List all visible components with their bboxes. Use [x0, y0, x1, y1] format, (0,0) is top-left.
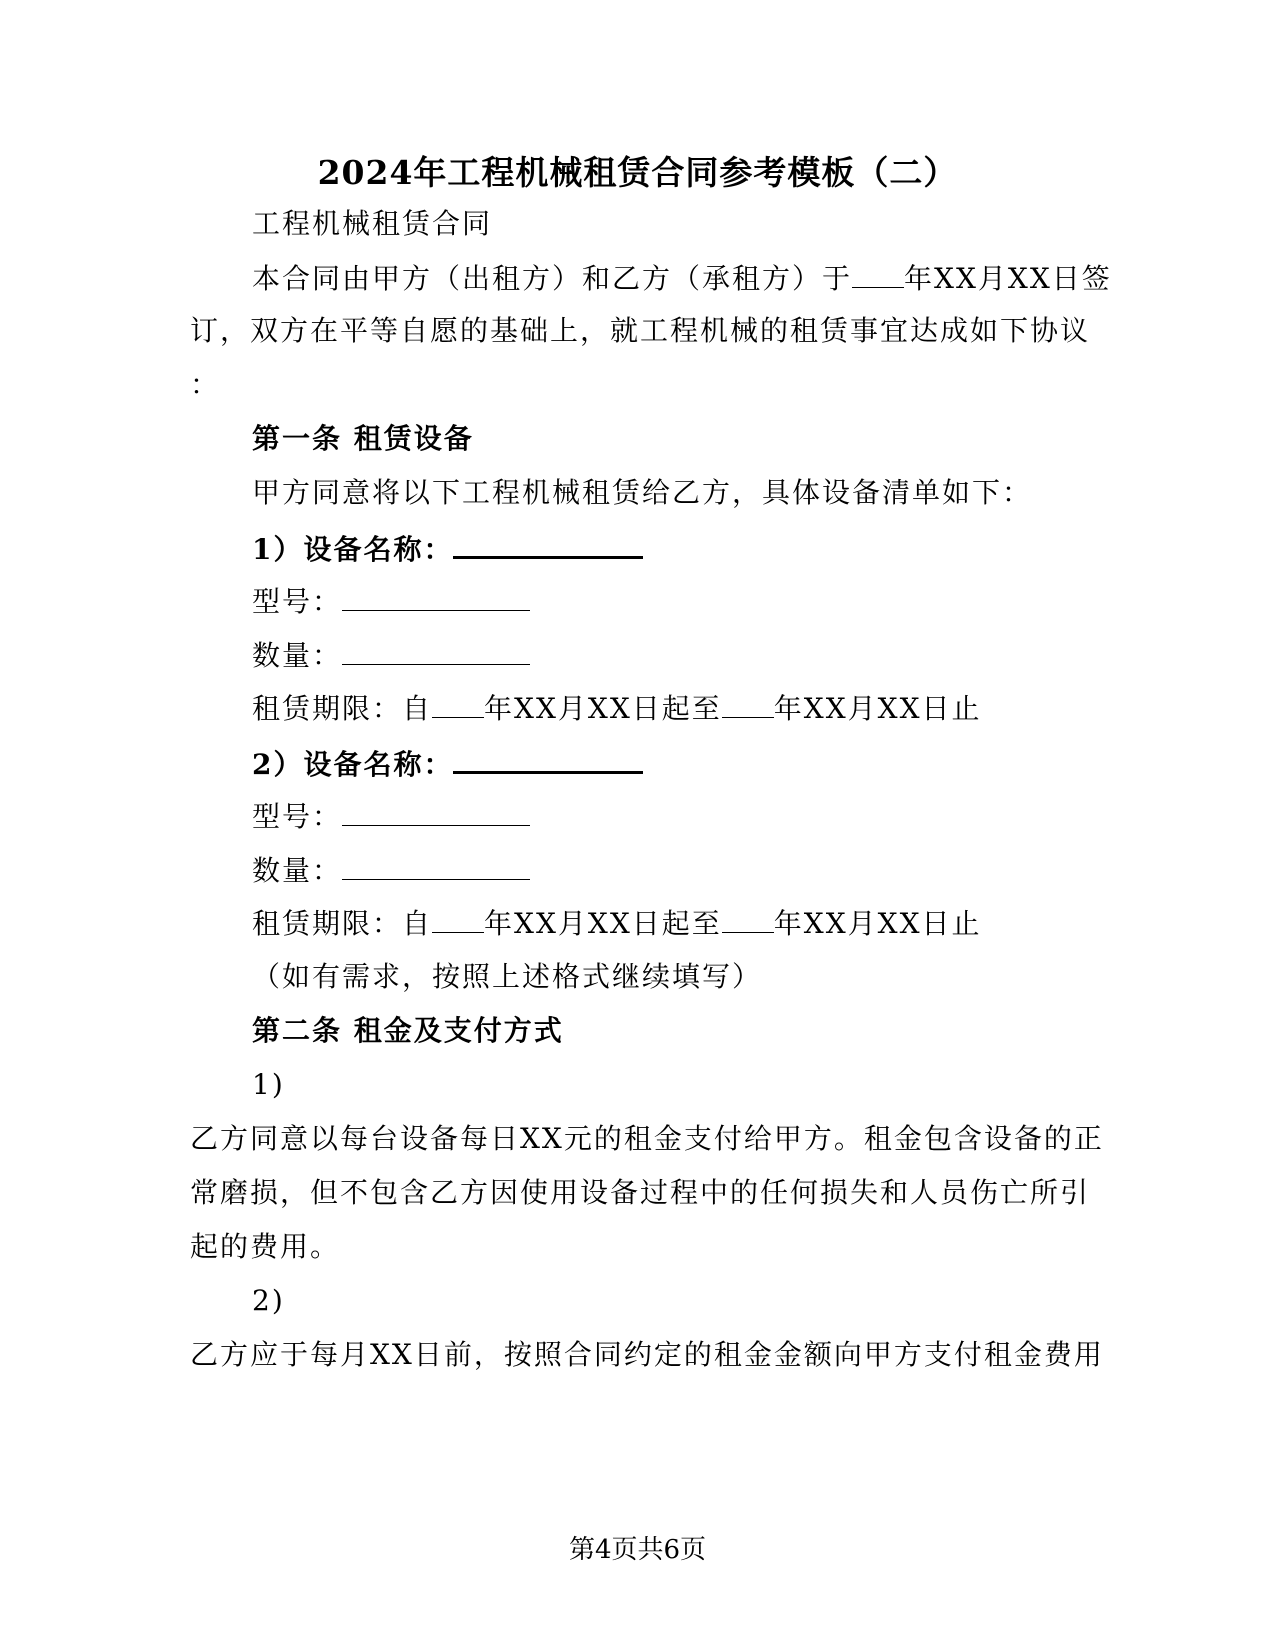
model-label: 型号：	[252, 800, 343, 833]
equipment-name-blank[interactable]	[453, 530, 643, 559]
period-text-c: 年XX月XX日止	[773, 907, 982, 940]
quantity-blank[interactable]	[342, 638, 530, 665]
clause-2-1-line-2: 常磨损，但不包含乙方因使用设备过程中的任何损失和人员伤亡所引	[190, 1176, 1091, 1209]
article-1-heading: 第一条 租赁设备	[252, 422, 474, 455]
document-title: 2024年工程机械租赁合同参考模板（二）	[317, 153, 958, 192]
start-year-blank[interactable]	[432, 906, 484, 933]
equipment-name-label: 1）设备名称：	[252, 533, 454, 566]
intro-line-2: 订，双方在平等自愿的基础上，就工程机械的租赁事宜达成如下协议	[190, 314, 1091, 347]
equipment-1-period	[252, 691, 982, 726]
article-1-description: 甲方同意将以下工程机械租赁给乙方，具体设备清单如下：	[252, 476, 1033, 509]
intro-line-3: ：	[190, 368, 221, 401]
end-year-blank[interactable]	[722, 906, 774, 933]
end-year-blank[interactable]	[722, 691, 774, 718]
contract-subtitle: 工程机械租赁合同	[252, 207, 493, 240]
quantity-label: 数量：	[252, 639, 343, 672]
quantity-label: 数量：	[252, 854, 343, 887]
model-blank[interactable]	[342, 584, 530, 611]
model-blank[interactable]	[342, 799, 530, 826]
period-text-a: 租赁期限：自	[252, 692, 433, 725]
intro-text-a: 本合同由甲方（出租方）和乙方（承租方）于	[252, 262, 853, 295]
model-label: 型号：	[252, 585, 343, 618]
quantity-blank[interactable]	[342, 853, 530, 880]
period-text-b: 年XX月XX日起至	[484, 692, 722, 725]
start-year-blank[interactable]	[432, 691, 484, 718]
period-text-b: 年XX月XX日起至	[484, 907, 722, 940]
clause-2-1-line-1: 乙方同意以每台设备每日XX元的租金支付给甲方。租金包含设备的正	[190, 1122, 1104, 1155]
clause-2-1-line-3: 起的费用。	[190, 1230, 341, 1263]
equipment-2-quantity	[252, 853, 530, 888]
date-year-blank[interactable]	[852, 261, 904, 288]
equipment-2-period	[252, 906, 982, 941]
page-number: 第4页共6页	[568, 1535, 707, 1565]
period-text-c: 年XX月XX日止	[773, 692, 982, 725]
equipment-1-name	[252, 530, 643, 567]
intro-text-b: 年XX月XX日签	[904, 262, 1112, 295]
article-2-heading: 第二条 租金及支付方式	[252, 1014, 564, 1047]
equipment-1-model	[252, 584, 530, 619]
article-1-note: （如有需求，按照上述格式继续填写）	[252, 960, 763, 993]
equipment-name-blank[interactable]	[453, 745, 643, 774]
period-text-a: 租赁期限：自	[252, 907, 433, 940]
clause-2-2-number: 2)	[252, 1284, 285, 1317]
intro-line-1	[252, 261, 1112, 296]
equipment-1-quantity	[252, 638, 530, 673]
equipment-2-model	[252, 799, 530, 834]
clause-2-2-line-1: 乙方应于每月XX日前，按照合同约定的租金金额向甲方支付租金费用	[190, 1338, 1104, 1371]
equipment-name-label: 2）设备名称：	[252, 748, 454, 781]
clause-2-1-number: 1)	[252, 1068, 285, 1101]
equipment-2-name	[252, 745, 643, 782]
